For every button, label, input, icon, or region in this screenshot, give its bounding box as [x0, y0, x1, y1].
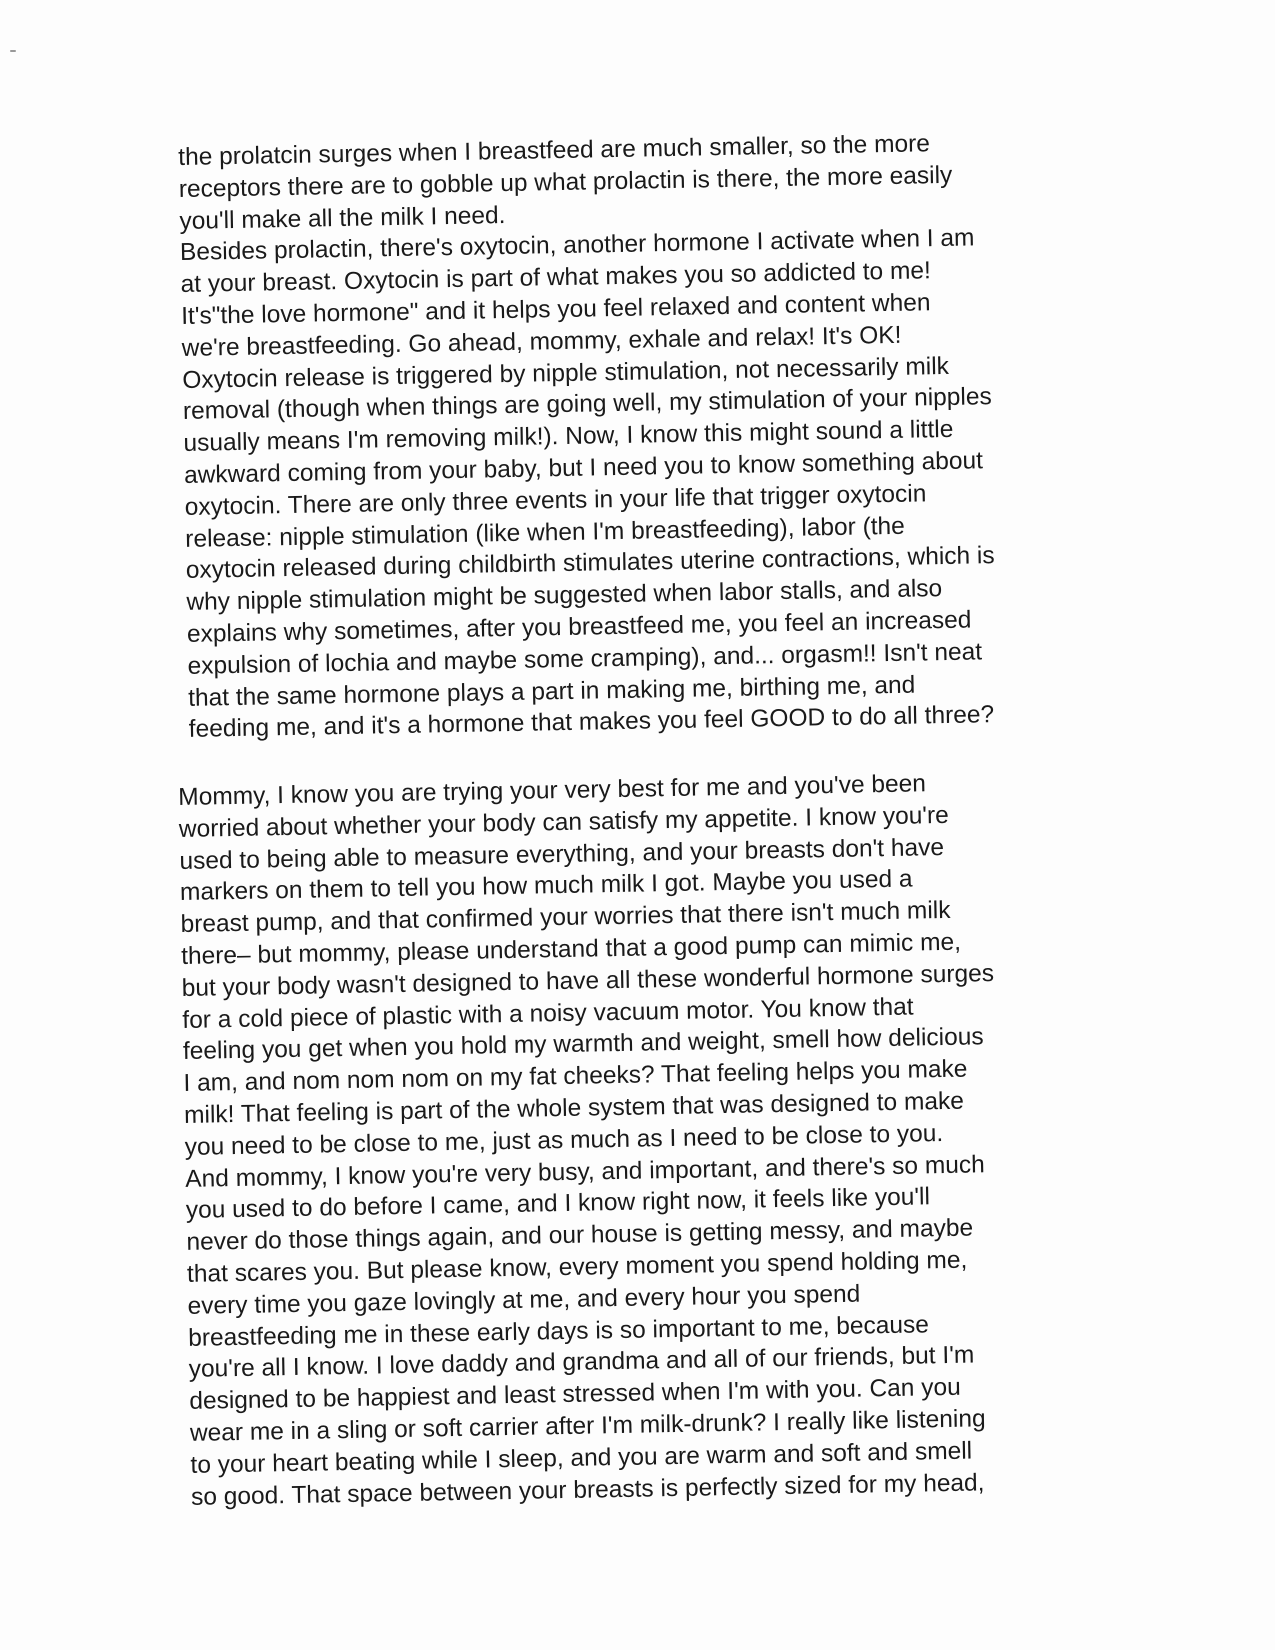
paragraph-2: [178, 766, 1091, 1514]
text-line: Mommy, I know you are trying your very best for me and you've been: [178, 770, 927, 811]
text-line: we're breastfeeding. Go ahead, mommy, exhale and relax! It's OK!: [181, 321, 902, 362]
paragraph-1: [178, 126, 1089, 747]
text-line: usually means I'm removing milk!). Now, I know this might sound a little: [183, 416, 954, 458]
text-line: that the same hormone plays a part in making me, birthing me, and: [187, 671, 916, 712]
scan-speck: [10, 50, 16, 52]
text-line: And mommy, I know you're very busy, and important, and there's so much: [185, 1150, 985, 1193]
text-line: at your breast. Oxytocin is part of what makes you so addicted to me!: [180, 257, 932, 299]
text-line: markers on them to tell you how much milk I got. Maybe you used a: [179, 865, 913, 907]
text-line: feeding me, and it's a hormone that makes you feel GOOD to do all three?: [188, 701, 995, 744]
text-line: but your body wasn't designed to have all these wonderful hormone surges: [181, 959, 995, 1002]
text-line: every time you gaze lovingly at me, and every hour you spend: [187, 1280, 861, 1320]
text-line: oxytocin released during childbirth stimulates uterine contractions, which is: [185, 542, 995, 585]
text-line: Besides prolactin, there's oxytocin, another hormone I activate when I am: [179, 224, 975, 267]
text-line: breastfeeding me in these early days is so important to me, because: [187, 1310, 930, 1352]
text-line: never do those things again, and our house is getting messy, and maybe: [186, 1214, 974, 1257]
text-line: removal (though when things are going well, my stimulation of your nipples: [182, 383, 992, 426]
text-line: expulsion of lochia and maybe some cramping), and... orgasm!! Isn't neat: [187, 638, 983, 680]
text-line: you need to be close to me, just as much as I need to be close to you.: [184, 1119, 944, 1161]
text-line: oxytocin. There are only three events in your life that trigger oxytocin: [184, 480, 927, 521]
text-line: feeling you get when you hold my warmth and weight, smell how delicious: [182, 1023, 984, 1066]
text-line: awkward coming from your baby, but I need you to know something about: [183, 447, 984, 489]
text-line: you'll make all the milk I need.: [179, 201, 506, 235]
text-line: breast pump, and that confirmed your worries that there isn't much milk: [180, 897, 951, 939]
text-line: worried about whether your body can satisfy my appetite. I know you're: [178, 801, 950, 843]
text-line: why nipple stimulation might be suggested when labor stalls, and also: [186, 575, 943, 617]
text-line: there– but mommy, please understand that a good pump can mimic me,: [180, 928, 962, 970]
text-line: you used to do before I came, and I know right now, it feels like you'll: [185, 1183, 931, 1225]
text-line: receptors there are to gobble up what prolactin is there, the more easily: [178, 161, 953, 203]
text-line: release: nipple stimulation (like when I'm breastfeeding), labor (the: [185, 512, 906, 553]
text-line: used to being able to measure everything, and your breasts don't have: [179, 833, 945, 875]
text-line: that scares you. But please know, every moment you spend holding me,: [186, 1246, 968, 1288]
text-line: wear me in a sling or soft carrier after I'm milk-drunk? I really like listening: [189, 1405, 986, 1447]
text-line: so good. That space between your breasts is perfectly sized for my head,: [190, 1468, 985, 1511]
text-line: Oxytocin release is triggered by nipple stimulation, not necessarily milk: [182, 352, 950, 394]
text-line: to your heart beating while I sleep, and you are warm and soft and smell: [190, 1437, 973, 1479]
text-line: the prolatcin surges when I breastfeed are much smaller, so the more: [178, 130, 931, 171]
text-line: explains why sometimes, after you breastfeed me, you feel an increased: [186, 606, 972, 648]
text-line: I am, and nom nom nom on my fat cheeks? That feeling helps you make: [183, 1055, 968, 1098]
text-line: milk! That feeling is part of the whole system that was designed to make: [183, 1087, 965, 1129]
text-line: It's"the love hormone" and it helps you feel relaxed and content when: [180, 289, 931, 330]
text-line: designed to be happiest and least stressed when I'm with you. Can you: [189, 1373, 961, 1416]
text-line: you're all I know. I love daddy and grandma and all of our friends, but I'm: [188, 1341, 975, 1384]
text-line: for a cold piece of plastic with a noisy vacuum motor. You know that: [182, 993, 914, 1034]
